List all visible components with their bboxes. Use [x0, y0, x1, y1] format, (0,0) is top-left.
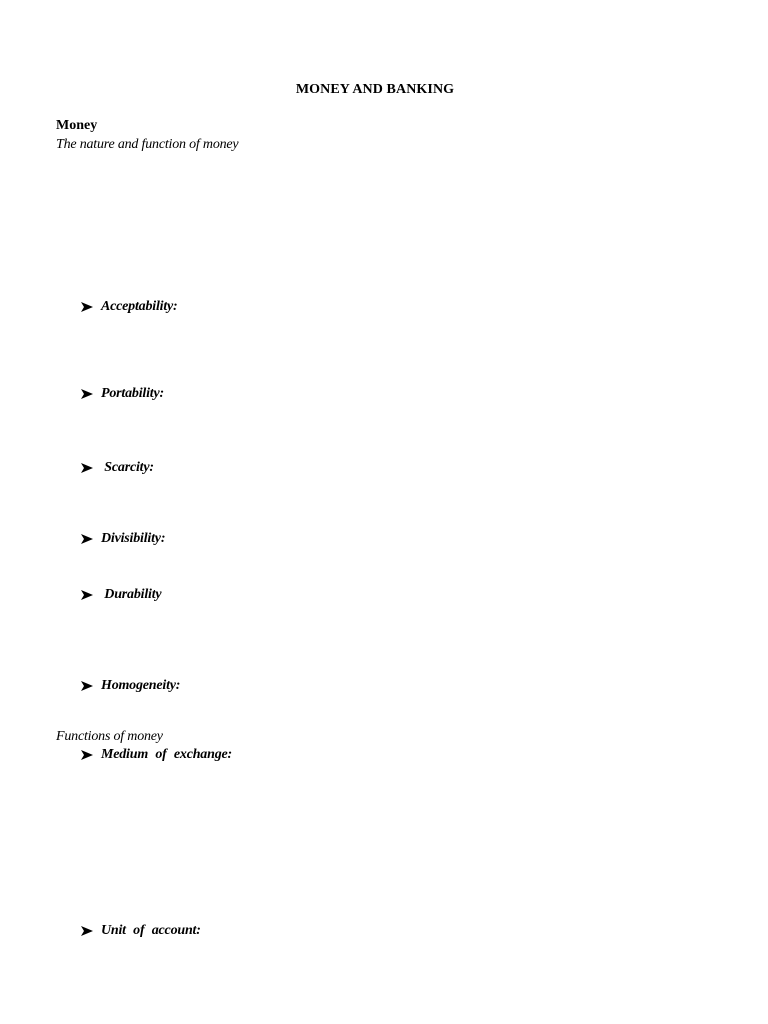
bullet-label: Portability:	[101, 386, 164, 401]
arrow-bullet-icon	[80, 388, 94, 400]
bullet-medium-of-exchange	[80, 745, 232, 765]
arrow-bullet-icon	[80, 301, 94, 313]
bullet-homogeneity	[80, 676, 180, 696]
bullet-label: Medium of exchange:	[101, 747, 232, 762]
section-heading-functions: Functions of money	[56, 729, 163, 744]
bullet-label: Durability	[101, 587, 162, 602]
arrow-bullet-icon	[80, 533, 94, 545]
arrow-bullet-icon	[80, 749, 94, 761]
bullet-label: Unit of account:	[101, 923, 201, 938]
bullet-label: Scarcity:	[101, 460, 154, 475]
section-subheading: The nature and function of money	[56, 137, 239, 152]
bullet-divisibility	[80, 529, 165, 549]
arrow-bullet-icon	[80, 462, 94, 474]
bullet-portability	[80, 384, 164, 404]
arrow-bullet-icon	[80, 589, 94, 601]
bullet-durability	[80, 585, 161, 605]
section-heading-money: Money	[56, 118, 98, 133]
bullet-unit-of-account	[80, 921, 201, 941]
bullet-label: Homogeneity:	[101, 678, 181, 693]
arrow-bullet-icon	[80, 680, 94, 692]
document-title: MONEY AND BANKING	[295, 82, 455, 97]
arrow-bullet-icon	[80, 925, 94, 937]
bullet-scarcity	[80, 458, 154, 478]
bullet-label: Divisibility:	[101, 531, 166, 546]
bullet-label: Acceptability:	[101, 299, 178, 314]
bullet-acceptability	[80, 297, 178, 317]
